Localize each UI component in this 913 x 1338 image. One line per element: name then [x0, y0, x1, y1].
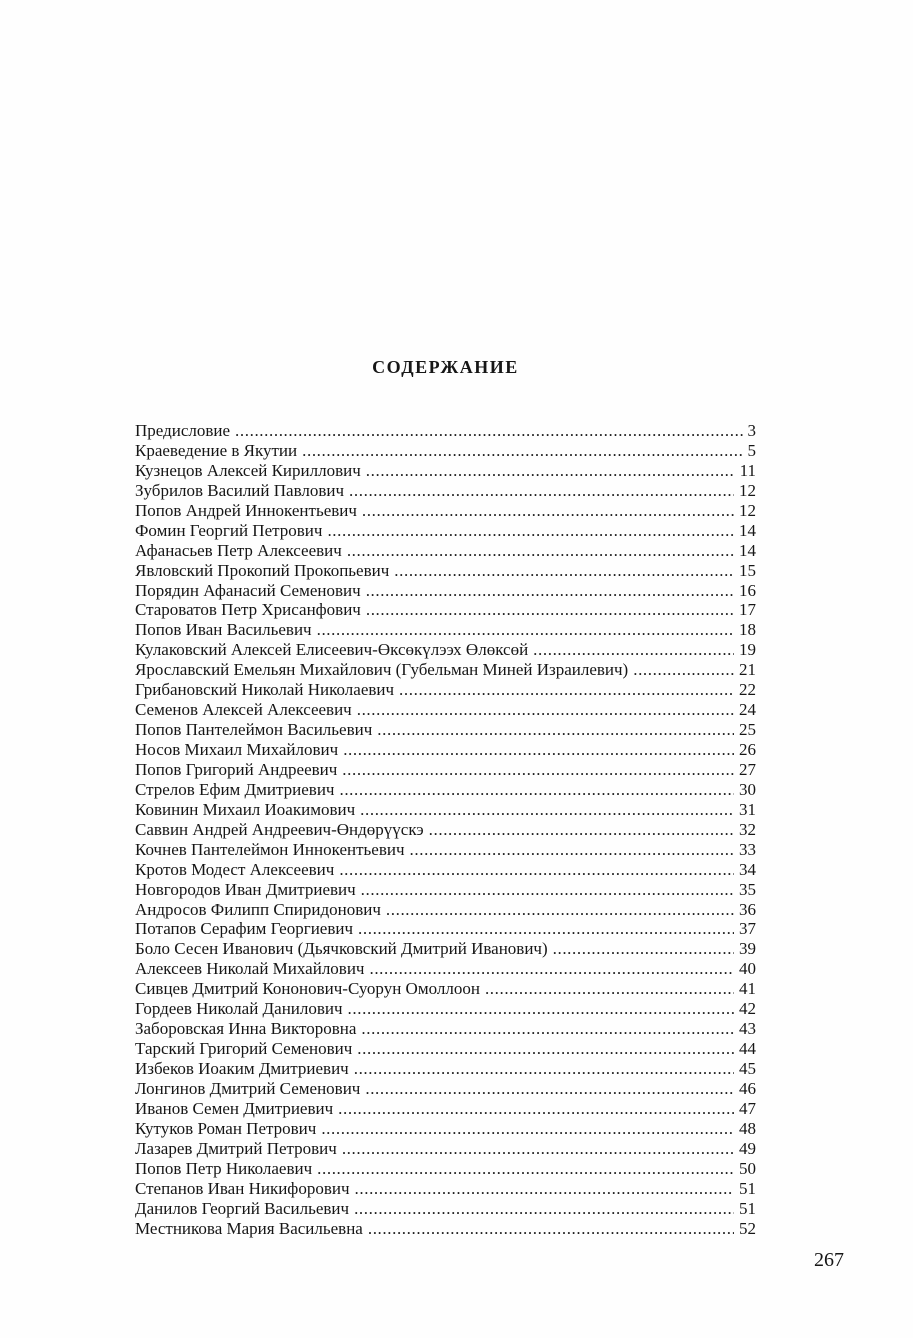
toc-entry-label: Ковинин Михаил Иоакимович [135, 799, 356, 819]
toc-entry-label: Сивцев Дмитрий Кононович-Суорун Омоллоон [135, 979, 480, 999]
toc-entry-label: Ярославский Емельян Михайлович (Губельман Миней Израилевич) [135, 660, 629, 680]
toc-entry-page: 52 [739, 1218, 756, 1238]
toc-entry-label: Порядин Афанасий Семенович [135, 580, 361, 600]
toc-entry [135, 1119, 756, 1139]
toc-entry [135, 680, 756, 700]
toc-entry-page: 35 [739, 879, 756, 899]
toc-entry [135, 840, 756, 860]
dot-leader [348, 999, 734, 1019]
dot-leader [321, 1119, 734, 1139]
toc-entry-page: 14 [739, 520, 756, 540]
toc-entry [135, 501, 756, 521]
toc-entry [135, 800, 756, 820]
toc-entry [135, 441, 756, 461]
toc-entry-page: 31 [739, 799, 756, 819]
dot-leader [235, 421, 742, 441]
dot-leader [365, 1079, 734, 1099]
toc-entry-page: 16 [739, 580, 756, 600]
toc-entry-label: Семенов Алексей Алексеевич [135, 700, 352, 720]
toc-entry-page: 39 [739, 939, 756, 959]
toc-entry-label: Андросов Филипп Спиридонович [135, 899, 381, 919]
toc-entry [135, 820, 756, 840]
toc-entry-label: Саввин Андрей Андреевич-Өндөрүүскэ [135, 819, 424, 839]
toc-entry-page: 32 [739, 819, 756, 839]
toc-entry-label: Стрелов Ефим Дмитриевич [135, 779, 335, 799]
toc-entry-page: 18 [739, 620, 756, 640]
dot-leader [342, 760, 734, 780]
toc-entry-page: 44 [739, 1039, 756, 1059]
toc-entry [135, 919, 756, 939]
dot-leader [338, 1099, 734, 1119]
toc-entry-page: 36 [739, 899, 756, 919]
toc-entry-label: Гордеев Николай Данилович [135, 999, 343, 1019]
toc-entry-page: 51 [739, 1178, 756, 1198]
toc-entry-page: 51 [739, 1198, 756, 1218]
toc-entry-label: Новгородов Иван Дмитриевич [135, 879, 356, 899]
toc-entry-label: Боло Сесен Иванович (Дьячковский Дмитрий Иванович) [135, 939, 548, 959]
toc-entry [135, 461, 756, 481]
toc-entry-page: 50 [739, 1158, 756, 1178]
toc-entry [135, 1139, 756, 1159]
toc-entry [135, 860, 756, 880]
toc-entry [135, 1219, 756, 1239]
dot-leader [533, 640, 734, 660]
toc-entry-label: Предисловие [135, 421, 231, 440]
toc-entry [135, 979, 756, 999]
toc-entry [135, 640, 756, 660]
toc-entry [135, 720, 756, 740]
dot-leader [362, 501, 734, 521]
toc-entry-page: 49 [739, 1138, 756, 1158]
toc-entry-label: Фомин Георгий Петрович [135, 520, 323, 540]
dot-leader [357, 700, 734, 720]
dot-leader [366, 600, 734, 620]
toc-entry-label: Лонгинов Дмитрий Семенович [135, 1078, 361, 1098]
toc-entry [135, 561, 756, 581]
toc-entry-page: 42 [739, 999, 756, 1019]
toc-entry-page: 21 [739, 660, 756, 680]
toc-entry-page: 43 [739, 1019, 756, 1039]
toc-entry-page: 3 [747, 421, 756, 440]
toc-entry [135, 581, 756, 601]
dot-leader [349, 481, 734, 501]
dot-leader [354, 1199, 734, 1219]
toc-entry-label: Явловский Прокопий Прокопьевич [135, 560, 390, 580]
toc-entry-label: Потапов Серафим Георгиевич [135, 919, 354, 939]
toc-entry [135, 1199, 756, 1219]
toc-entry [135, 1159, 756, 1179]
toc-entry-page: 24 [739, 700, 756, 720]
toc-entry [135, 600, 756, 620]
toc-entry-label: Местникова Мария Васильевна [135, 1218, 363, 1238]
dot-leader [366, 581, 734, 601]
dot-leader [339, 860, 734, 880]
toc-entry-label: Тарский Григорий Семенович [135, 1039, 353, 1059]
toc-entry [135, 1099, 756, 1119]
toc-entry-page: 14 [739, 540, 756, 560]
toc-entry [135, 481, 756, 501]
toc-entry [135, 1039, 756, 1059]
toc-entry-label: Кротов Модест Алексеевич [135, 859, 335, 879]
toc-entry-page: 5 [747, 440, 756, 460]
toc-entry-label: Степанов Иван Никифорович [135, 1178, 350, 1198]
dot-leader [429, 820, 734, 840]
toc-entry [135, 939, 756, 959]
toc-entry [135, 1179, 756, 1199]
dot-leader [317, 1159, 734, 1179]
toc-entry-label: Попов Пантелеймон Васильевич [135, 720, 373, 740]
toc-entry [135, 660, 756, 680]
toc-entry-label: Попов Петр Николаевич [135, 1158, 313, 1178]
toc-entry-label: Кулаковский Алексей Елисеевич-Өксөкүлээх Өлөксөй [135, 640, 529, 660]
dot-leader [342, 1139, 734, 1159]
toc-entry-page: 40 [739, 959, 756, 979]
dot-leader [394, 561, 734, 581]
dot-leader [553, 939, 734, 959]
dot-leader [302, 441, 742, 461]
toc-entry [135, 780, 756, 800]
dot-leader [369, 959, 734, 979]
toc-entry-page: 25 [739, 720, 756, 740]
dot-leader [361, 880, 734, 900]
toc-entry [135, 700, 756, 720]
toc-entry [135, 1079, 756, 1099]
toc-entry-label: Заборовская Инна Викторовна [135, 1019, 357, 1039]
toc-entry-label: Избеков Иоаким Дмитриевич [135, 1059, 349, 1078]
dot-leader [368, 1219, 734, 1239]
toc-entry-page: 12 [739, 480, 756, 500]
dot-leader [410, 840, 734, 860]
dot-leader [357, 1039, 734, 1059]
page-title: СОДЕРЖАНИЕ [372, 357, 519, 377]
dot-leader [360, 800, 734, 820]
toc-entry-page: 15 [739, 560, 756, 580]
toc-entry [135, 999, 756, 1019]
toc-entry-page: 48 [739, 1118, 756, 1138]
toc-entry-label: Грибановский Николай Николаевич [135, 680, 395, 700]
page-number: 267 [814, 1249, 844, 1271]
dot-leader [366, 461, 735, 481]
dot-leader [317, 620, 734, 640]
toc-entry [135, 521, 756, 541]
dot-leader [347, 541, 734, 561]
dot-leader [386, 900, 734, 920]
dot-leader [633, 660, 734, 680]
toc-entry [135, 760, 756, 780]
toc-entry [135, 959, 756, 979]
toc-entry-page: 27 [739, 759, 756, 779]
dot-leader [361, 1019, 734, 1039]
toc-entry-page: 30 [739, 779, 756, 799]
toc-entry-page: 26 [739, 740, 756, 759]
toc-entry-label: Кутуков Роман Петрович [135, 1118, 317, 1138]
dot-leader [399, 680, 734, 700]
toc-entry-page: 19 [739, 640, 756, 660]
toc-entry-label: Алексеев Николай Михайлович [135, 959, 365, 979]
toc-entry-page: 34 [739, 859, 756, 879]
toc-entry-page: 12 [739, 500, 756, 520]
toc-entry-label: Афанасьев Петр Алексеевич [135, 540, 342, 560]
toc-entry-label: Староватов Петр Хрисанфович [135, 600, 361, 620]
dot-leader [343, 740, 734, 760]
toc-entry-page: 17 [739, 600, 756, 620]
toc-entry [135, 1019, 756, 1039]
toc-entry-page: 22 [739, 680, 756, 700]
toc-entry-label: Краеведение в Якутии [135, 440, 298, 460]
toc-entry-label: Зубрилов Василий Павлович [135, 480, 345, 500]
dot-leader [354, 1059, 734, 1079]
toc-entry [135, 421, 756, 441]
toc-entry-label: Данилов Георгий Васильевич [135, 1198, 350, 1218]
toc-entry-label: Попов Григорий Андреевич [135, 759, 338, 779]
toc-entry [135, 620, 756, 640]
toc-entry-label: Попов Иван Васильевич [135, 620, 312, 640]
toc-entry [135, 880, 756, 900]
toc-list [135, 421, 756, 1238]
dot-leader [377, 720, 734, 740]
toc-entry [135, 541, 756, 561]
toc-entry-label: Кузнецов Алексей Кириллович [135, 460, 361, 480]
toc-entry-page: 41 [739, 979, 756, 999]
toc-entry-label: Попов Андрей Иннокентьевич [135, 500, 357, 520]
toc-content [135, 357, 756, 1238]
toc-entry-label: Кочнев Пантелеймон Иннокентьевич [135, 839, 405, 859]
toc-entry-page: 47 [739, 1098, 756, 1118]
toc-entry-label: Носов Михаил Михайлович [135, 740, 339, 759]
dot-leader [327, 521, 734, 541]
toc-entry-page: 33 [739, 839, 756, 859]
toc-entry [135, 900, 756, 920]
toc-entry-page: 11 [739, 460, 756, 480]
toc-entry-page: 46 [739, 1078, 756, 1098]
dot-leader [339, 780, 734, 800]
toc-entry-page: 37 [739, 919, 756, 939]
toc-entry-label: Иванов Семен Дмитриевич [135, 1098, 334, 1118]
toc-entry-page: 45 [739, 1059, 756, 1078]
dot-leader [485, 979, 734, 999]
toc-entry-label: Лазарев Дмитрий Петрович [135, 1138, 337, 1158]
dot-leader [355, 1179, 734, 1199]
toc-entry [135, 740, 756, 760]
toc-entry [135, 1059, 756, 1079]
dot-leader [358, 919, 734, 939]
